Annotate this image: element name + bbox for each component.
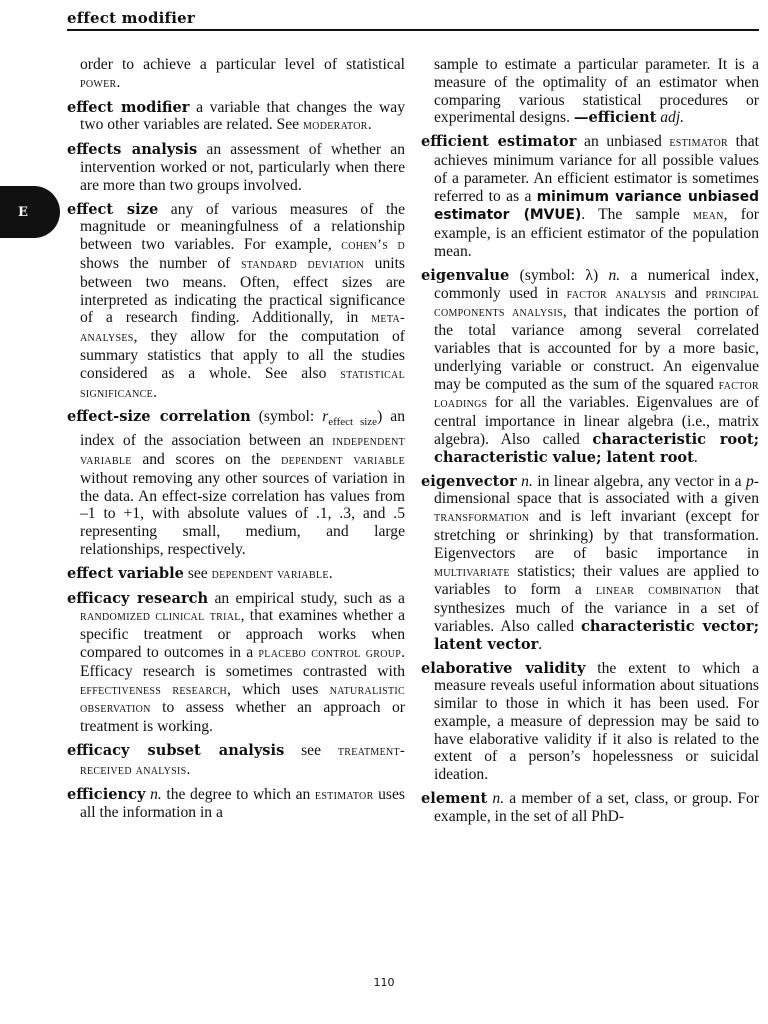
entry-text: statistics; their values are applied to variables to form a bbox=[434, 562, 759, 599]
entry-text: a member of a set, class, or group. For example, in the set of all PhD- bbox=[434, 790, 759, 825]
entry-text: and scores on the bbox=[131, 451, 282, 469]
entry-text: without removing any other sources of variation in the data. An effect-size correlation has values from –1 to +1, with absolute values of .1, .3, and .5 representing small, medium, and large relationships, respectively. bbox=[80, 469, 405, 559]
glossary-entry bbox=[67, 99, 405, 136]
cross-reference: moderator bbox=[302, 117, 368, 134]
glossary-entry bbox=[67, 786, 405, 823]
entry-text: to assess whether an approach or treatment is working. bbox=[80, 699, 405, 736]
headword: —efficient bbox=[573, 109, 657, 127]
entry-text: -dimensional space that is associated with a given bbox=[434, 472, 759, 508]
cross-reference: placebo control group bbox=[258, 645, 402, 662]
glossary-entry bbox=[421, 790, 759, 826]
glossary-entry bbox=[67, 201, 405, 403]
running-head: effect modifier bbox=[67, 9, 195, 27]
glossary-entry bbox=[67, 141, 405, 194]
right-column bbox=[421, 56, 759, 832]
headword: efficient estimator bbox=[421, 133, 577, 151]
headword: effect modifier bbox=[67, 98, 190, 116]
headword: efficiency bbox=[67, 785, 146, 803]
entry-text: . bbox=[538, 635, 543, 653]
cross-reference: independent variable bbox=[80, 433, 405, 469]
entry-text: order to achieve a particular level of statistical bbox=[80, 56, 405, 73]
entry-text: n. bbox=[150, 785, 162, 803]
entry-text: . bbox=[153, 383, 157, 401]
entry-text: , that examines whether a specific treatment or approach works when compared to outcomes in a bbox=[80, 607, 405, 662]
entry-text: an assessment of whether an intervention worked or not, particularly when there are more than two groups involved. bbox=[80, 141, 406, 194]
entry-text: n. bbox=[521, 472, 533, 490]
headword: effect-size correlation bbox=[67, 408, 251, 426]
cross-reference: dependent variable bbox=[281, 452, 406, 469]
cross-reference: estimator bbox=[669, 134, 729, 151]
entry-text: , for example, is an efficient estimator of the population mean. bbox=[434, 206, 759, 260]
headword: effects analysis bbox=[67, 141, 198, 159]
entry-text: , which uses bbox=[227, 680, 330, 698]
cross-reference: effectiveness research bbox=[80, 681, 227, 698]
cross-reference: treatment-received analysis bbox=[80, 743, 405, 778]
cross-reference: dependent variable bbox=[211, 565, 329, 582]
glossary-entry bbox=[421, 267, 759, 467]
header-rule bbox=[67, 29, 759, 31]
cross-reference: meta-analyses bbox=[80, 310, 405, 346]
entry-text: . bbox=[116, 73, 121, 91]
glossary-entry bbox=[67, 590, 405, 736]
cross-reference: factor loadings bbox=[434, 376, 759, 412]
entry-text: adj. bbox=[660, 109, 685, 127]
glossary-entry bbox=[67, 742, 405, 780]
cross-reference: estimator bbox=[314, 786, 374, 803]
entry-text: the degree to which an bbox=[161, 785, 315, 803]
headword: effect variable bbox=[67, 564, 184, 582]
cross-reference: naturalistic observation bbox=[80, 681, 405, 717]
entry-text: an unbiased bbox=[576, 133, 670, 151]
entry-continuation bbox=[421, 56, 759, 127]
entry-text: minimum variance unbiased estimator (MVUE) bbox=[434, 188, 759, 224]
cross-reference: principal components analysis bbox=[434, 285, 760, 321]
page-number: 110 bbox=[373, 976, 395, 989]
headword: efficacy research bbox=[67, 589, 209, 607]
entry-text: . The sample bbox=[581, 206, 693, 224]
entry-text: (symbol: λ) bbox=[509, 266, 609, 284]
glossary-entry bbox=[67, 408, 405, 558]
entry-text: . bbox=[186, 760, 191, 778]
entry-text: p bbox=[746, 472, 754, 490]
entry-text: . bbox=[328, 564, 333, 582]
entry-text: a variable that changes the way two other variables are related. See bbox=[80, 98, 406, 134]
entry-text: that achieves minimum variance for all possible values of a parameter. An efficient estimator is sometimes referred to as a bbox=[434, 133, 759, 205]
entry-text: and bbox=[666, 284, 706, 302]
entry-text: that synthesizes much of the variance in a set of variables. Also called bbox=[434, 581, 759, 635]
glossary-entry bbox=[421, 473, 759, 654]
entry-text: (symbol: bbox=[250, 408, 323, 426]
entry-text: a numerical index, commonly used in bbox=[434, 266, 759, 302]
entry-text: . bbox=[367, 116, 372, 134]
headword: element bbox=[421, 790, 488, 808]
headword: efficacy subset analysis bbox=[67, 742, 285, 759]
left-column bbox=[67, 56, 405, 828]
entry-text: in linear algebra, any vector in a bbox=[532, 472, 746, 490]
glossary-entry bbox=[421, 133, 759, 261]
glossary-entry bbox=[67, 565, 405, 584]
entry-text: an empirical study, such as a bbox=[208, 589, 405, 607]
entry-text: uses all the information in a bbox=[80, 785, 405, 822]
cross-reference: power bbox=[80, 74, 117, 91]
entry-text: units between two means. Often, effect sizes are interpreted as indicating the practical significance of a research finding. Additionally, in bbox=[80, 254, 405, 327]
cross-reference: multivariate bbox=[434, 563, 510, 580]
cross-reference: linear combination bbox=[595, 582, 722, 599]
entry-text: sample to estimate a particular parameter. It is a measure of the optimality of an estimator when comparing various statistical procedures or experimental designs. bbox=[434, 56, 759, 127]
entry-text: see bbox=[284, 742, 338, 759]
cross-reference: randomized clinical trial bbox=[80, 608, 241, 625]
entry-continuation bbox=[67, 56, 405, 93]
glossary-entry bbox=[421, 660, 759, 785]
entry-text: the extent to which a measure reveals useful information about situations similar to those in which it has been used. For example, a measure of depression may be said to have elaborative validity if it also is related to the extent of a person’s hopelessness or suicidal ideation. bbox=[434, 659, 759, 784]
entry-text: r bbox=[322, 408, 329, 426]
entry-text: . bbox=[693, 448, 698, 466]
thumb-index-letter: E bbox=[18, 204, 28, 220]
thumb-index-tab bbox=[0, 186, 60, 238]
headword: eigenvector bbox=[421, 472, 517, 490]
entry-text: any of various measures of the magnitude or meaningfulness of a relationship between two variables. For example, bbox=[80, 200, 405, 254]
entry-text: , they allow for the computation of summary statistics that apply to all the studies considered as a whole. See also bbox=[80, 328, 405, 382]
entry-text: for all the variables. Eigenvalues are of central importance in linear algebra (i.e., matrix algebra). Also called bbox=[434, 394, 759, 448]
cross-reference: cohen’s d bbox=[341, 237, 405, 254]
cross-reference: standard deviation bbox=[240, 255, 365, 272]
cross-reference: mean bbox=[693, 207, 724, 224]
entry-text: effect size bbox=[328, 416, 378, 429]
entry-text: n. bbox=[492, 790, 505, 808]
entry-text: ) an index of the association between an bbox=[80, 408, 406, 450]
entry-text: shows the number of bbox=[80, 254, 241, 272]
entry-text: n. bbox=[608, 266, 621, 284]
cross-reference: transformation bbox=[434, 509, 530, 526]
headword: elaborative validity bbox=[421, 659, 586, 677]
cross-reference: statistical significance bbox=[80, 365, 405, 401]
headword: characteristic root; characteristic value; latent root bbox=[434, 430, 759, 466]
headword: characteristic vector; latent vector bbox=[434, 617, 759, 653]
entry-text: , that indicates the portion of the total variance among several correlated variables that is accounted for by a more basic, underlying variable or construct. An eigenvalue may be computed as the sum of the squared bbox=[434, 303, 759, 393]
entry-text: see bbox=[183, 564, 212, 582]
cross-reference: factor analysis bbox=[566, 285, 667, 302]
entry-text: . Efficacy research is sometimes contrasted with bbox=[80, 644, 405, 680]
headword: eigenvalue bbox=[421, 266, 510, 284]
headword: effect size bbox=[67, 200, 159, 218]
entry-text: and is left invariant (except for stretching or shrinking) by that transformation. Eigenvectors are of basic importance in bbox=[434, 508, 759, 562]
